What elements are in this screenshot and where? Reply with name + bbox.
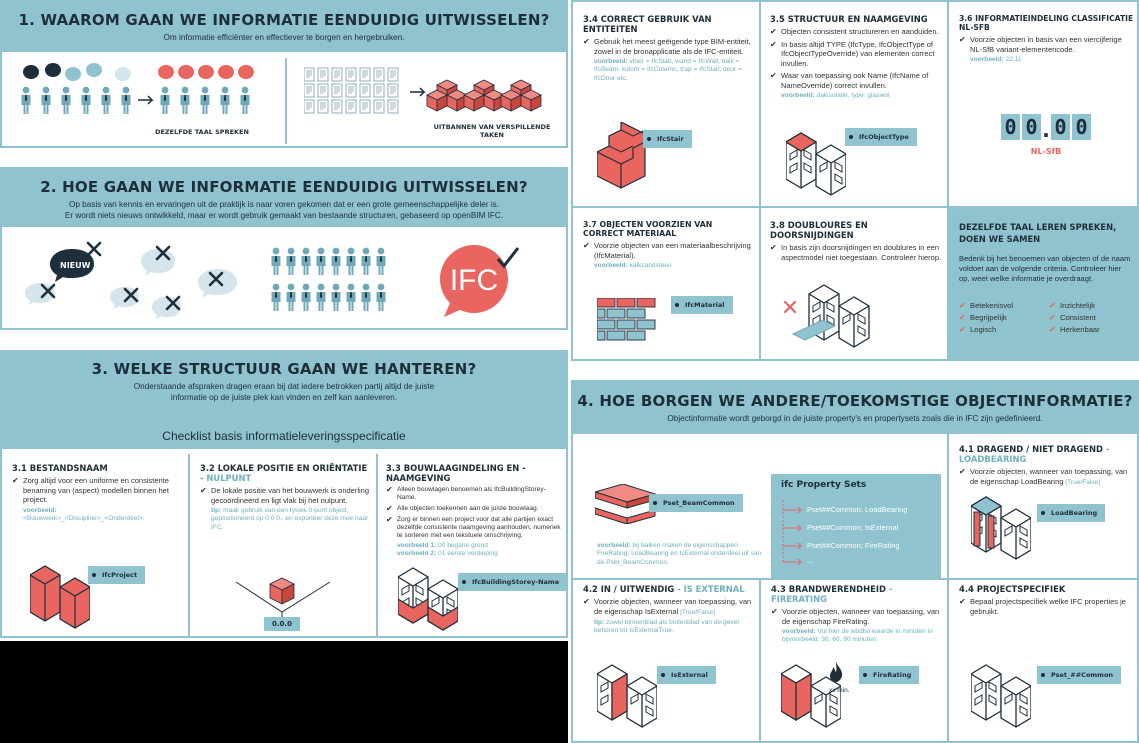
section-2-header	[2, 169, 566, 227]
code-digit-1: 0	[1001, 114, 1020, 140]
card-3-4-example: voorbeeld: vloer = IfcSlab, wand = IfcWall, balk = IfcBeam, kolom = IfcColumn, trap = IfcStair, deur = IfcDoor etc.	[594, 58, 742, 82]
taal-title-1: DEZELFDE TAAL LEREN SPREKEN,	[959, 222, 1117, 232]
bubble-nieuw-text: NIEUW	[60, 261, 91, 270]
beam-illustration	[595, 484, 657, 524]
card-3-3-title: 3.3 BOUWLAAGINDELING EN -NAAMGEVING	[386, 463, 526, 483]
card-3-5-example: voorbeeld: dakisolatie, type: glaswol	[781, 92, 890, 99]
section-1-title: 1. WAAROM GAAN WE INFORMATIE EENDUIDIG UITWISSELEN?	[18, 11, 550, 29]
taal-list-2	[1049, 300, 1133, 336]
card-3-3-check-1: ✔ Alleen bouwlagen benoemen als IfcBuildingStorey-Name.	[386, 486, 564, 502]
pset-item-3: Pset##Common; FireRating	[807, 541, 900, 550]
pset-item-more: ...	[807, 556, 814, 565]
card-3-1-title: 3.1 BESTANDSNAAM	[12, 463, 108, 473]
card-3-8	[770, 220, 942, 262]
card-4-2-title: 4.2 IN / UITWENDIG - IS EXTERNAL	[583, 584, 745, 594]
card-3-4-title: 3.4 CORRECT GEBRUIK VAN ENTITEITEN	[583, 14, 712, 34]
origin-cube-illustration	[234, 572, 334, 622]
ifc-logo-bubble	[438, 245, 528, 319]
code-digit-2: 0	[1022, 114, 1041, 140]
card-3-3-example-2: voorbeeld 2: 01 eerste verdieping	[397, 550, 498, 558]
bricks-illustration	[597, 298, 659, 346]
documents-to-tasks-illustration	[304, 66, 554, 116]
taal-item-1: ✔ Betekenisvol	[959, 300, 1043, 312]
card-4-1-check: ✔ Voorzie objecten, wanneer van toepassing, van de eigenschap LoadBearing [True/False]	[959, 467, 1135, 487]
card-3-8-title: 3.8 DOUBLOURES EN DOORSNIJDINGEN	[770, 220, 868, 240]
card-4-3	[771, 584, 941, 645]
tag-pset-common: Pset_##Common	[1037, 666, 1121, 684]
checkmark-icon	[498, 248, 518, 266]
card-3-3-check-3: ✔ Zorg er binnen een project voor dat alle partijen exact dezelfde consistente naamgeving aanhouden, numeriek te sorteren met een tekstuele omschrijving.	[386, 516, 564, 540]
card-3-4	[583, 14, 753, 83]
card-3-5-check-1: ✔ Objecten consistent structureren en aanduiden.	[770, 27, 942, 37]
section-3-panel	[0, 350, 568, 638]
section-3-line-1: Onderstaande afspraken dragen eraan bij dat iedere betrokken partij altijd de juiste	[133, 382, 435, 391]
card-3-7-title: 3.7 OBJECTEN VOORZIEN VAN CORRECT MATERIAAL	[583, 220, 713, 238]
card-4-3-check: ✔ Voorzie objecten, wanneer van toepassing, van de eigenschap FireRating.	[771, 607, 941, 626]
taal-title-2: DOEN WE SAMEN	[959, 234, 1041, 244]
card-4-4	[959, 584, 1135, 616]
taal-item-3: ✔ Logisch	[959, 324, 1043, 336]
tag-ifcobjecttype: IfcObjectType	[845, 128, 917, 146]
card-4-1	[959, 444, 1135, 487]
section-2-panel	[0, 167, 568, 330]
card-3-2	[200, 463, 370, 532]
card-3-1	[12, 463, 182, 523]
card-4-2-tip: tip: zowel binnenblad als buitenblad van de gevel behoren tot IsExternalTrue.	[594, 619, 739, 635]
card-3-6-check: ✔ Voorzie objecten in basis van een viercijferige NL-SfB variant-elementencode.	[959, 35, 1135, 54]
section-2-title: 2. HOE GAAN WE INFORMATIE EENDUIDIG UITWISSELEN?	[40, 178, 528, 196]
card-3-7	[583, 220, 755, 270]
card-3-2-title: 3.2 LOKALE POSITIE EN ORIËNTATIE - NULPUNT	[200, 463, 368, 483]
bubbles-nieuw-illustration	[22, 241, 242, 321]
section-3-title: 3. WELKE STRUCTUUR GAAN WE HANTEREN?	[91, 360, 477, 378]
tag-ifcproject: IfcProject	[88, 566, 145, 584]
card-3-5-title: 3.5 STRUCTUUR EN NAAMGEVING	[770, 14, 928, 24]
caption-same-language: DEZELFDE TAAL SPREKEN	[155, 128, 249, 136]
card-3-5-check-3: ✔ Waar van toepassing ook Name (IfcName of NameOverride) correct invullen.	[770, 71, 942, 90]
card-3-3-check-2: ✔ Alle objecten toekennen aan de juiste bouwlaag.	[386, 505, 564, 513]
code-digit-3: 0	[1051, 114, 1070, 140]
section-4-panel	[571, 380, 1139, 743]
section-3-divider-1	[188, 454, 190, 638]
building-3-8-illustration	[783, 274, 873, 354]
section-1-header	[2, 2, 566, 52]
people-talking-illustration	[16, 62, 276, 122]
fire-icon	[829, 662, 843, 682]
people-crowd-illustration	[270, 247, 400, 315]
section-1-panel	[0, 0, 568, 148]
section-2-line-2: Er wordt niets nieuws ontwikkeld, maar er wordt gebruik gemaakt van bestaande structuren, gebaseerd op openBIM IFC.	[64, 211, 504, 220]
caption-remove-waste: UITBANNEN VAN VERSPILLENDE TAKEN	[433, 123, 551, 139]
taal-item-6: ✔ Herkenbaar	[1049, 324, 1133, 336]
taal-panel	[949, 208, 1139, 361]
section-3-header	[2, 352, 566, 449]
tag-ifcmaterial: IfcMaterial	[671, 296, 733, 314]
card-3-6	[959, 14, 1135, 64]
card-3-6-title: 3.6 INFORMATIEINDELING CLASSIFICATIE NL-SFB	[959, 14, 1134, 32]
card-3-3	[386, 463, 564, 559]
empty-black-area	[0, 641, 568, 743]
taal-item-5: ✔ Consistent	[1049, 312, 1133, 324]
tag-firerating: FireRating	[859, 666, 919, 684]
section-3-line-2: informatie op de juiste plek kan vinden en zelf kan aanleveren.	[170, 393, 398, 402]
taal-text: Bedenk bij het benoemen van objecten of de naam voldoet aan de volgende criteria. Controleer hier op, weet welke informatie je overdraagt.	[959, 254, 1131, 283]
property-sets-title: ifc Property Sets	[781, 480, 867, 490]
card-3-7-example: voorbeeld: kalkzandsteen	[594, 262, 672, 269]
card-3-6-example: voorbeeld: 22.11	[970, 56, 1022, 63]
tag-ifcstair: IfcStair	[643, 130, 692, 148]
tag-loadbearing: LoadBearing	[1037, 504, 1105, 522]
card-3-8-check: ✔ In basis zijn doorsnijdingen en doublures in een aspectmodel niet toegestaan. Controleer hierop.	[770, 243, 942, 262]
card-3-1-check: ✔ Zorg altijd voor een uniforme en consistente benaming van (aspect) modellen binnen het project.	[12, 476, 182, 505]
code-digit-4: 0	[1072, 114, 1091, 140]
section-3-divider-2	[376, 454, 378, 638]
card-4-4-check: ✔ Bepaal projectspecifiek welke IFC properties je gebruikt.	[959, 597, 1135, 616]
building-3-3-illustration	[398, 559, 458, 634]
building-4-1-illustration	[971, 488, 1031, 563]
beam-example: voorbeeld: bij balken maken de eigenschappen FireRating, LoadBearing en IsExternal onderdeel uit van de Pset_BeamCommon.	[597, 542, 762, 566]
grid-3-4-3-8	[571, 0, 1139, 361]
building-3-5-illustration	[786, 124, 846, 199]
checklist-title: Checklist basis informatieleveringsspecificatie	[162, 429, 406, 443]
card-4-3-example: voorbeeld: Vul hier de wbdbo waarde in minuten in bijvoorbeeld: 30, 60, 90 minuten.	[782, 628, 933, 644]
ifc-logo-text: IFC	[449, 264, 499, 297]
taal-item-4: ✔ Inzichtelijk	[1049, 300, 1133, 312]
pset-item-1: Pset##Common; LoadBearing	[807, 505, 908, 514]
property-sets-box	[771, 474, 941, 580]
card-4-3-title: 4.3 BRANDWERENDHEID - FIRERATING	[771, 584, 893, 604]
card-3-2-check: ✔ De lokale positie van het bouwwerk is onderling gecoördineerd en ligt vlak bij het nulpunt.	[200, 486, 370, 505]
section-4-title: 4. HOE BORGEN WE ANDERE/TOEKOMSTIGE OBJECTINFORMATIE?	[577, 392, 1133, 410]
card-3-5	[770, 14, 942, 100]
taal-item-2: ✔ Begrijpelijk	[959, 312, 1043, 324]
tag-ifcbuildingstorey-name: IfcBuildingStorey-Name	[458, 573, 567, 591]
fire-minutes-label: xx min.	[829, 687, 850, 694]
card-3-3-example-1: voorbeeld 1: 00 begane grond	[397, 542, 488, 549]
card-4-2	[583, 584, 755, 636]
section-4-subtitle: Objectinformatie wordt geborgd in de juiste property's en propertysets zoals die in IFC zijn gedefinieerd.	[667, 414, 1043, 423]
section-4-header	[573, 382, 1137, 434]
card-3-5-check-2: ✔ In basis altijd TYPE (IfcType, IfcObjectType of IfcObjectTypeOverride) van elementen correct invullen.	[770, 40, 942, 69]
section-1-subtitle: Om informatie efficiënter en effectiever te borgen en hergebruiken.	[163, 33, 405, 42]
grid-vdivider-1	[759, 2, 761, 361]
card-4-2-check: ✔ Voorzie objecten, wanneer van toepassing, van de eigenschap IsExternal [True/False]	[583, 597, 755, 617]
tag-pset-beamcommon: Pset_BeamCommon	[649, 494, 743, 512]
card-3-1-example: voorbeeld: <Bouwwerk>_<Discipline>_<Onderdeel>	[23, 506, 143, 522]
card-3-7-check: ✔ Voorzie objecten van een materiaalbeschrijving (IfcMaterial).	[583, 241, 755, 260]
s4-vdivider-1	[947, 434, 949, 743]
tag-isexternal: IsExternal	[657, 666, 716, 684]
building-4-4-illustration	[971, 656, 1031, 731]
building-4-2-illustration	[597, 656, 657, 731]
taal-list-1	[959, 300, 1043, 336]
card-4-4-title: 4.4 PROJECTSPECIFIEK	[959, 584, 1066, 594]
section-1-divider	[285, 58, 287, 144]
card-3-4-check: ✔ Gebruik het meest geëigende type BIM-entiteit, zowel in de bronapplicatie als de IFC-entiteit.	[583, 37, 753, 56]
nlsfb-code-display	[1001, 114, 1101, 144]
s4-vdivider-2	[759, 578, 761, 743]
origin-label: 0.0.0	[264, 617, 300, 631]
building-3-1-illustration	[30, 557, 90, 632]
code-label-nlsfb: NL-SfB	[1030, 147, 1062, 156]
card-4-1-title: 4.1 DRAGEND / NIET DRAGEND - LOADBEARING	[959, 444, 1110, 464]
code-dot: .	[1042, 118, 1050, 142]
section-2-line-1: Op basis van kennis en ervaringen uit de praktijk is naar voren gekomen dat er een grote gemeenschappelijke deler is.	[68, 200, 500, 209]
pset-item-2: Pset##Common; IsExternal	[807, 523, 899, 532]
card-3-2-tip: tip: maak gebruik van een fysiek 0-punt object, gepositioneerd op 0.0.0., en exporteer deze mee naar IFC.	[211, 507, 369, 531]
